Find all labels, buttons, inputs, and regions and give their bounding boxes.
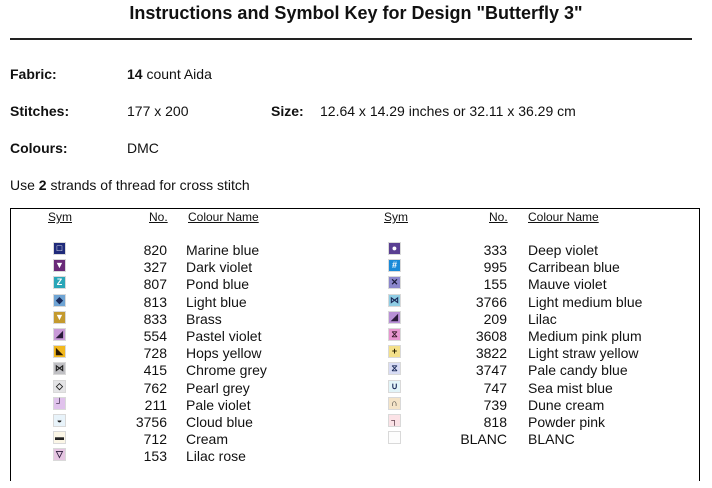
colour-number: 415 — [143, 362, 167, 379]
header-no-left: No. — [149, 210, 168, 224]
colour-name: Marine blue — [186, 242, 260, 258]
colour-number: 747 — [483, 379, 507, 396]
colour-name: Sea mist blue — [528, 379, 613, 396]
fabric-value — [127, 66, 212, 82]
key-row-right — [0, 328, 712, 345]
colour-number: 333 — [483, 242, 507, 258]
colour-name: Cream — [186, 431, 229, 448]
colour-name: Deep violet — [528, 242, 599, 258]
header-name-left: Colour Name — [188, 210, 259, 224]
note-pre: Use — [10, 177, 39, 193]
colour-name: Mauve violet — [528, 276, 607, 293]
colour-number: 3766 — [475, 293, 507, 310]
colour-number: 807 — [143, 276, 167, 293]
colour-name: Pale candy blue — [528, 362, 628, 379]
key-row-right — [0, 294, 712, 311]
symbol-swatch: ⧖ — [389, 329, 400, 340]
symbol-swatch: ⋈ — [390, 294, 399, 305]
colour-number: 728 — [143, 345, 167, 362]
key-row-right — [0, 362, 712, 379]
symbol-swatch — [389, 432, 400, 443]
colour-name: Pastel violet — [186, 328, 262, 344]
colour-name: Carribean blue — [528, 259, 620, 276]
colour-number: 327 — [143, 259, 167, 276]
colour-number: 155 — [483, 276, 507, 293]
colour-number: 554 — [143, 328, 167, 344]
colour-name: Dune cream — [528, 396, 605, 413]
fabric-count: 14 — [127, 66, 143, 82]
symbol-swatch: ✕ — [390, 277, 399, 288]
symbol-swatch: ◢ — [54, 329, 65, 340]
symbol-swatch: ◇ — [54, 381, 65, 392]
symbol-swatch: ◣ — [54, 346, 65, 357]
colour-name: Dark violet — [186, 259, 253, 276]
colour-name: Pearl grey — [186, 379, 250, 396]
key-row-right — [0, 397, 712, 414]
colour-name: Hops yellow — [186, 345, 262, 362]
key-row-right — [0, 259, 712, 276]
size-label: Size: — [271, 103, 304, 119]
strand-count: 2 — [38, 177, 47, 193]
size-value: 12.64 x 14.29 inches or 32.11 x 36.29 cm — [320, 103, 576, 119]
colour-name: Light straw yellow — [528, 345, 639, 362]
header-name-right: Colour Name — [528, 210, 599, 224]
colours-label: Colours: — [10, 140, 68, 156]
stitches-label: Stitches: — [10, 103, 70, 119]
colour-number: 712 — [143, 431, 167, 448]
strands-note — [10, 177, 250, 193]
colour-number: 995 — [483, 259, 507, 276]
key-row-right — [0, 276, 712, 293]
key-row-right — [0, 311, 712, 328]
colour-number: 3756 — [135, 414, 167, 430]
symbol-swatch: + — [389, 346, 400, 357]
key-row-right — [0, 242, 712, 259]
page-title: Instructions and Symbol Key for Design "Butterfly 3" — [129, 3, 583, 23]
symbol-swatch: □ — [54, 243, 65, 254]
symbol-swatch: ∩ — [389, 398, 400, 409]
header-sym-right: Sym — [384, 210, 408, 224]
key-row-right — [0, 414, 712, 431]
colour-name: Light blue — [186, 293, 247, 310]
symbol-swatch: ▼ — [55, 260, 64, 271]
key-row-left — [0, 448, 712, 465]
fabric-label: Fabric: — [10, 66, 57, 82]
symbol-swatch: ▬ — [55, 432, 64, 443]
header-sym-left: Sym — [48, 210, 72, 224]
symbol-swatch: ┐ — [389, 415, 400, 426]
colour-number: 209 — [483, 310, 507, 327]
symbol-swatch: ▽ — [54, 449, 65, 460]
colour-name: Medium pink plum — [528, 328, 642, 344]
colour-name: Lilac — [528, 310, 557, 327]
symbol-swatch: ◆ — [54, 295, 65, 306]
symbol-swatch: ⋈ — [55, 363, 64, 374]
colour-number: 818 — [483, 414, 507, 430]
symbol-swatch: ∪ — [389, 381, 400, 392]
colour-name: Pond blue — [186, 276, 250, 293]
key-row-right — [0, 345, 712, 362]
colour-number: 820 — [143, 242, 167, 258]
colour-name: Pale violet — [186, 396, 251, 413]
colour-number: 211 — [144, 396, 167, 413]
key-row-right — [0, 431, 712, 448]
colour-number: 3747 — [475, 362, 507, 379]
colour-number: 813 — [143, 293, 167, 310]
colour-name: Chrome grey — [186, 362, 267, 379]
colour-number: 739 — [483, 396, 507, 413]
fabric-type: count Aida — [142, 66, 212, 82]
colour-number: BLANC — [460, 431, 507, 448]
colour-number: 762 — [143, 379, 167, 396]
key-row-right — [0, 380, 712, 397]
symbol-swatch: Z — [54, 277, 65, 288]
symbol-swatch: ◢ — [389, 312, 400, 323]
symbol-swatch: ▼ — [55, 311, 64, 322]
colour-name: Lilac rose — [186, 448, 246, 465]
symbol-swatch: # — [389, 260, 400, 271]
colour-name: Powder pink — [528, 414, 606, 430]
symbol-swatch: ⧖ — [389, 363, 400, 374]
colour-name: Cloud blue — [186, 414, 253, 430]
symbol-swatch: ◒ — [54, 415, 65, 426]
colours-value: DMC — [127, 140, 159, 156]
colour-name: Light medium blue — [528, 293, 643, 310]
symbol-swatch: ● — [389, 243, 400, 254]
colour-number: 833 — [143, 310, 167, 327]
colour-number: 153 — [143, 448, 167, 465]
colour-name: BLANC — [528, 431, 575, 448]
note-post: strands of thread for cross stitch — [46, 177, 250, 193]
title-divider — [10, 38, 692, 40]
colour-number: 3608 — [475, 328, 507, 344]
colour-name: Brass — [186, 310, 222, 327]
header-no-right: No. — [489, 210, 508, 224]
symbol-swatch: ┘ — [54, 398, 65, 409]
colour-number: 3822 — [475, 345, 507, 362]
stitches-value: 177 x 200 — [127, 103, 189, 119]
